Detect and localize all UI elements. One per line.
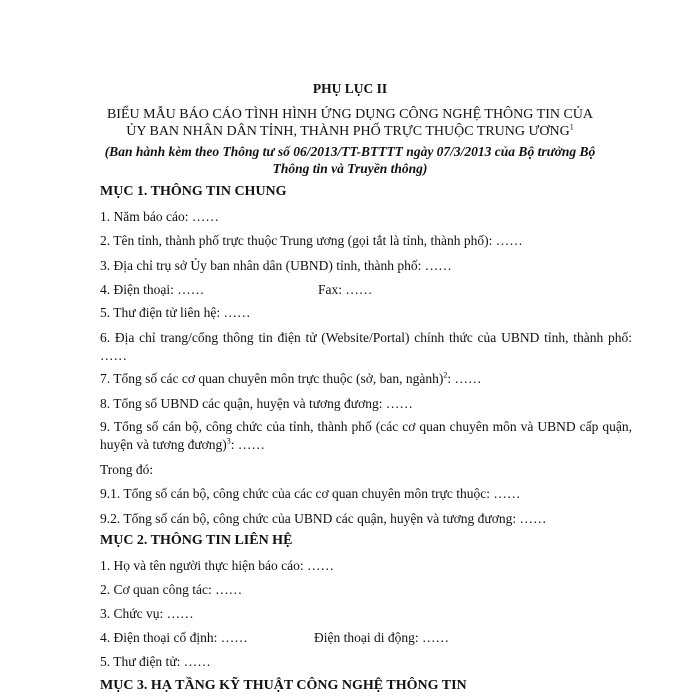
field-districts-count: 8. Tổng số UBND các quận, huyện và tương đương: …… <box>100 396 413 411</box>
field-staff-districts: 9.2. Tổng số cán bộ, công chức của UBND các quận, huyện và tương đương: …… <box>100 511 547 526</box>
field-phones-row <box>100 629 632 647</box>
subtitle-line2: Thông tin và Truyền thông) <box>272 161 428 176</box>
field-landline: 4. Điện thoại cố định: …… <box>100 630 248 645</box>
field-fax: Fax: …… <box>318 282 373 297</box>
section3-heading: MỤC 3. HẠ TẦNG KỸ THUẬT CÔNG NGHỆ THÔNG TIN <box>100 678 467 693</box>
field-departments-count: 7. Tổng số các cơ quan chuyên môn trực thuộc (sở, ban, ngành)$^2$: …… <box>100 370 482 386</box>
field-mobile: Điện thoại di động: …… <box>314 630 449 645</box>
field-reporter-name: 1. Họ và tên người thực hiện báo cáo: …… <box>100 558 334 573</box>
field-staff-departments: 9.1. Tổng số cán bộ, công chức của các cơ quan chuyên môn trực thuộc: …… <box>100 486 521 501</box>
field-position: 3. Chức vụ: …… <box>100 606 194 621</box>
footnote-ref-2: 2 <box>443 370 448 380</box>
field-ubnd-address: 3. Địa chỉ trụ sở Ủy ban nhân dân (UBND) tỉnh, thành phố: …… <box>100 258 452 273</box>
field-staff-total: 9. Tổng số cán bộ, công chức của tỉnh, thành phố (các cơ quan chuyên môn và UBND cấp quận, huyện và tương đương)$^3$: …… <box>100 419 632 452</box>
appendix-label: PHỤ LỤC II <box>312 81 388 96</box>
field-phone-fax-row <box>100 281 632 299</box>
footnote-ref-3: 3 <box>226 436 231 446</box>
form-title-line2: ỦY BAN NHÂN DÂN TỈNH, THÀNH PHỐ TRỰC THUỘC TRUNG ƯƠNG$^1$ <box>126 122 574 139</box>
field-province-name: 2. Tên tỉnh, thành phố trực thuộc Trung ương (gọi tắt là tỉnh, thành phố): …… <box>100 233 523 248</box>
field-workplace: 2. Cơ quan công tác: …… <box>100 582 243 597</box>
section2-heading: MỤC 2. THÔNG TIN LIÊN HỆ <box>100 533 293 548</box>
footnote-ref-1: 1 <box>569 122 574 132</box>
field-portal-address: 6. Địa chỉ trang/cổng thông tin điện tử (Website/Portal) chính thức của UBND tỉnh, thành phố: …… <box>100 330 632 363</box>
section1-heading: MỤC 1. THÔNG TIN CHUNG <box>100 184 287 199</box>
field-email: 5. Thư điện tử: …… <box>100 654 211 669</box>
subtitle-line1: (Ban hành kèm theo Thông tư số 06/2013/TT-BTTTT ngày 07/3/2013 của Bộ trưởng Bộ <box>104 144 596 159</box>
field-phone: 4. Điện thoại: …… <box>100 282 205 297</box>
in-which-label: Trong đó: <box>100 462 154 477</box>
form-title-line1: BIỂU MẪU BÁO CÁO TÌNH HÌNH ỨNG DỤNG CÔNG NGHỆ THÔNG TIN CỦA <box>106 107 594 122</box>
field-contact-email: 5. Thư điện tử liên hệ: …… <box>100 305 251 320</box>
field-report-year: 1. Năm báo cáo: …… <box>100 209 219 224</box>
